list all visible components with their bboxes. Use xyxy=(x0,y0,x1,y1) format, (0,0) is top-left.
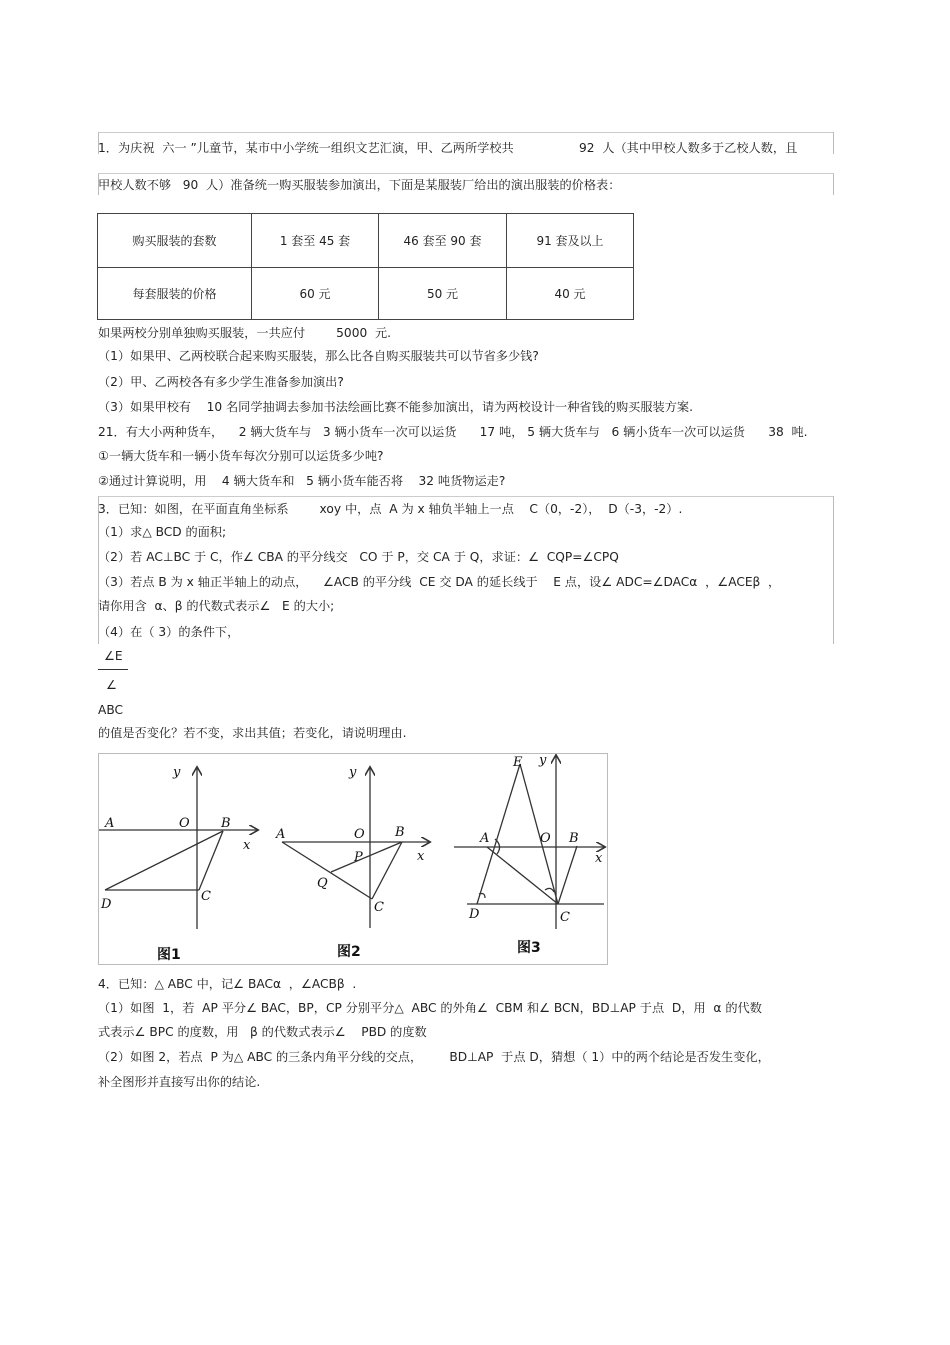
rule-line xyxy=(833,173,834,195)
q3-s1: （1）求△ BCD 的面积; xyxy=(98,525,227,539)
table-cell: 46 套至 90 套 xyxy=(379,214,507,268)
fig2-label: y xyxy=(349,765,357,780)
fig3-label: y xyxy=(539,754,547,768)
table-cell: 1 套至 45 套 xyxy=(252,214,379,268)
segment-db xyxy=(105,831,223,890)
q1-s3: （3）如果甲校有 10 名同学抽调去参加书法绘画比赛不能参加演出，请为两校设计一种省钱的购买服装方案. xyxy=(98,400,693,414)
q4-s1a: （1）如图 1，若 AP 平分∠ BAC，BP，CP 分别平分△ ABC 的外角∠ CBM 和∠ BCN，BD⊥AP 于点 D，用 α 的代数 xyxy=(98,1001,762,1015)
segment-ec xyxy=(520,764,558,904)
rule-line xyxy=(833,132,834,154)
fig2-label: P xyxy=(354,850,363,865)
q3-line1: 3．已知：如图，在平面直角坐标系 xoy 中，点 A 为 x 轴负半轴上一点 C（0，-2）， D（-3，-2）. xyxy=(98,502,683,516)
fig2-label: O xyxy=(354,827,365,842)
fig1-caption: 图1 xyxy=(157,947,181,963)
q3-s3a: （3）若点 B 为 x 轴正半轴上的动点， ∠ACB 的平分线 CE 交 DA 的延长线于 E 点，设∠ ADC=∠DACα ，∠ACEβ ， xyxy=(98,575,781,589)
fig2-label: A xyxy=(276,827,286,842)
fig3-label: D xyxy=(469,907,480,922)
rule-line xyxy=(98,496,834,497)
fraction-numerator: ∠E xyxy=(104,649,123,663)
fig3-label: O xyxy=(540,831,551,846)
fig1-label: C xyxy=(201,889,211,904)
table-cell: 每套服装的价格 xyxy=(98,268,252,320)
q4-line1: 4．已知：△ ABC 中，记∠ BACα ，∠ACBβ . xyxy=(98,977,357,991)
segment-bc xyxy=(199,831,223,890)
q21-s1: ①一辆大货车和一辆小货车每次分别可以运货多少吨? xyxy=(98,449,384,463)
fig3-label: E xyxy=(513,755,523,770)
fig1-label: y xyxy=(173,765,181,780)
q3-s4: （4）在（ 3）的条件下， xyxy=(98,625,240,639)
fig2-label: C xyxy=(374,900,384,915)
q1-s2: （2）甲、乙两校各有多少学生准备参加演出? xyxy=(98,375,344,389)
table-cell: 40 元 xyxy=(507,268,634,320)
q4-s2b: 补全图形并直接写出你的结论. xyxy=(98,1075,261,1089)
q3-tail: 的值是否变化？若不变，求出其值；若变化，请说明理由. xyxy=(98,726,407,740)
fig1-label: D xyxy=(101,897,112,912)
q3-s2: （2）若 AC⊥BC 于 C，作∠ CBA 的平分线交 CO 于 P，交 CA 于 Q，求证：∠ CQP=∠CPQ xyxy=(98,550,619,564)
q1-after: 如果两校分别单独购买服装，一共应付 5000 元. xyxy=(98,326,392,340)
segment-cb xyxy=(558,846,577,904)
rule-line xyxy=(98,173,834,174)
segment-cb xyxy=(372,842,402,899)
q1-line1a: 1．为庆祝 六一 ”儿童节，某市中小学统一组织文艺汇演，甲、乙两所学校共 xyxy=(98,141,514,155)
rule-line xyxy=(98,496,99,644)
q21-s2: ②通过计算说明，用 4 辆大货车和 5 辆小货车能否将 32 吨货物运走? xyxy=(98,474,506,488)
q1-s1: （1）如果甲、乙两校联合起来购买服装，那么比各自购买服装共可以节省多少钱? xyxy=(98,349,539,363)
fig3-label: x xyxy=(595,851,603,866)
price-table xyxy=(97,213,634,320)
fig1-label: B xyxy=(221,816,231,831)
fig3-caption: 图3 xyxy=(517,940,541,956)
fraction-denominator: ∠ xyxy=(106,678,117,692)
abc-label: ABC xyxy=(98,703,123,717)
angle-mark xyxy=(545,888,554,892)
table-cell: 91 套及以上 xyxy=(507,214,634,268)
q3-s3b: 请你用含 α、β 的代数式表示∠ E 的大小; xyxy=(98,599,335,613)
q1-line2: 甲校人数不够 90 人）准备统一购买服装参加演出，下面是某服装厂给出的演出服装的价格表： xyxy=(98,178,621,192)
table-cell: 购买服装的套数 xyxy=(98,214,252,268)
fig1-label: A xyxy=(105,816,115,831)
fig3-label: B xyxy=(569,831,579,846)
q4-s2a: （2）如图 2，若点 P 为△ ABC 的三条内角平分线的交点， BD⊥AP 于点 D，猜想（ 1）中的两个结论是否发生变化， xyxy=(98,1050,770,1064)
fraction-bar xyxy=(98,669,128,670)
q1-line1b: 92 人（其中甲校人数多于乙校人数，且 xyxy=(579,141,798,155)
q21-line: 21．有大小两种货车， 2 辆大货车与 3 辆小货车一次可以运货 17 吨， 5 辆大货车与 6 辆小货车一次可以运货 38 吨. xyxy=(98,425,808,439)
fig2-label: x xyxy=(417,849,425,864)
rule-line xyxy=(833,496,834,644)
fig1-label: x xyxy=(243,838,251,853)
fig2-label: Q xyxy=(317,876,328,891)
table-cell: 60 元 xyxy=(252,268,379,320)
fig2-caption: 图2 xyxy=(337,944,361,960)
geometry-figures xyxy=(99,754,607,964)
segment-ac xyxy=(487,847,558,904)
fig3-label: A xyxy=(480,831,490,846)
table-cell: 50 元 xyxy=(379,268,507,320)
fig3-label: C xyxy=(560,910,570,925)
rule-line xyxy=(98,132,834,133)
fig1-label: O xyxy=(179,816,190,831)
fig2-label: B xyxy=(395,825,405,840)
segment-bq xyxy=(331,842,402,872)
q4-s1b: 式表示∠ BPC 的度数，用 β 的代数式表示∠ PBD 的度数 xyxy=(98,1025,427,1039)
figure-panel xyxy=(98,753,608,965)
